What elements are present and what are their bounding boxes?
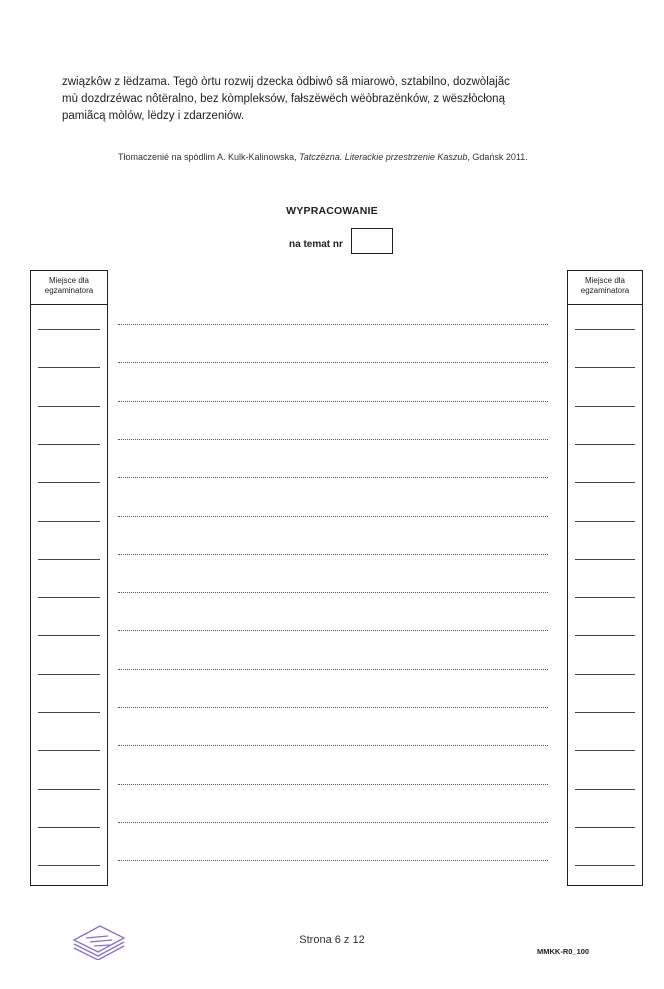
examiner-score-line (575, 635, 635, 636)
examiner-score-line (575, 329, 635, 330)
examiner-score-line (575, 444, 635, 445)
examiner-score-line (575, 674, 635, 675)
examiner-score-line (575, 865, 635, 866)
examiner-header-left: Miejsce dla egzaminatora (31, 271, 107, 305)
examiner-score-line (575, 521, 635, 522)
examiner-score-line (575, 712, 635, 713)
intro-line-3: pamiãcą mòlów, lëdzy i zdarzeniów. (62, 110, 245, 122)
source-citation (118, 152, 528, 162)
examiner-score-line (38, 789, 100, 790)
examiner-score-line (38, 329, 100, 330)
examiner-score-line (575, 597, 635, 598)
topic-number-box[interactable] (351, 228, 393, 254)
answer-line[interactable] (118, 784, 548, 785)
examiner-score-line (575, 406, 635, 407)
examiner-score-line (38, 712, 100, 713)
examiner-score-line (38, 367, 100, 368)
answer-line[interactable] (118, 630, 548, 631)
examiner-score-line (38, 406, 100, 407)
examiner-score-line (38, 750, 100, 751)
examiner-score-line (575, 750, 635, 751)
examiner-column-left (30, 270, 108, 886)
source-title: Tatczëzna. Literackie przestrzenie Kaszub (299, 152, 468, 162)
examiner-column-right (567, 270, 643, 886)
answer-line[interactable] (118, 362, 548, 363)
examiner-score-line (38, 597, 100, 598)
answer-line[interactable] (118, 822, 548, 823)
topic-row (289, 228, 393, 254)
answer-line[interactable] (118, 592, 548, 593)
examiner-score-line (38, 635, 100, 636)
source-suffix: , Gdańsk 2011. (467, 152, 528, 162)
examiner-score-line (575, 559, 635, 560)
intro-text (62, 74, 622, 125)
source-prefix: Tłomaczenié na spòdlim A. Kulk-Kalinowska, (118, 152, 300, 162)
answer-line[interactable] (118, 516, 548, 517)
intro-line-1: związkôw z lëdzama. Tegò òrtu rozwij dzecka òdbiwô sã miarowò, sztabilno, dozwòlajãc (62, 76, 510, 88)
examiner-score-line (38, 674, 100, 675)
examiner-header-right: Miejsce dla egzaminatora (568, 271, 642, 305)
answer-line[interactable] (118, 554, 548, 555)
answer-line[interactable] (118, 401, 548, 402)
answer-line[interactable] (118, 860, 548, 861)
essay-title: WYPRACOWANIE (286, 205, 378, 217)
examiner-score-line (38, 482, 100, 483)
intro-line-2: mù dozdrzéwac nôtëralno, bez kòmpleksów, fałszëwëch wëòbrazënków, z wëszłòcłoną (62, 93, 505, 105)
examiner-score-line (575, 827, 635, 828)
answer-line[interactable] (118, 707, 548, 708)
examiner-score-line (38, 444, 100, 445)
answer-line[interactable] (118, 324, 548, 325)
examiner-score-line (38, 865, 100, 866)
topic-label: na temat nr (289, 238, 343, 250)
answer-line[interactable] (118, 439, 548, 440)
examiner-score-line (575, 367, 635, 368)
examiner-score-line (38, 521, 100, 522)
document-code: MMKK-R0_100 (537, 947, 590, 956)
examiner-score-line (38, 827, 100, 828)
examiner-score-line (575, 482, 635, 483)
examiner-score-line (575, 789, 635, 790)
answer-line[interactable] (118, 669, 548, 670)
answer-line[interactable] (118, 745, 548, 746)
examiner-score-line (38, 559, 100, 560)
answer-line[interactable] (118, 477, 548, 478)
page-number: Strona 6 z 12 (299, 934, 365, 946)
